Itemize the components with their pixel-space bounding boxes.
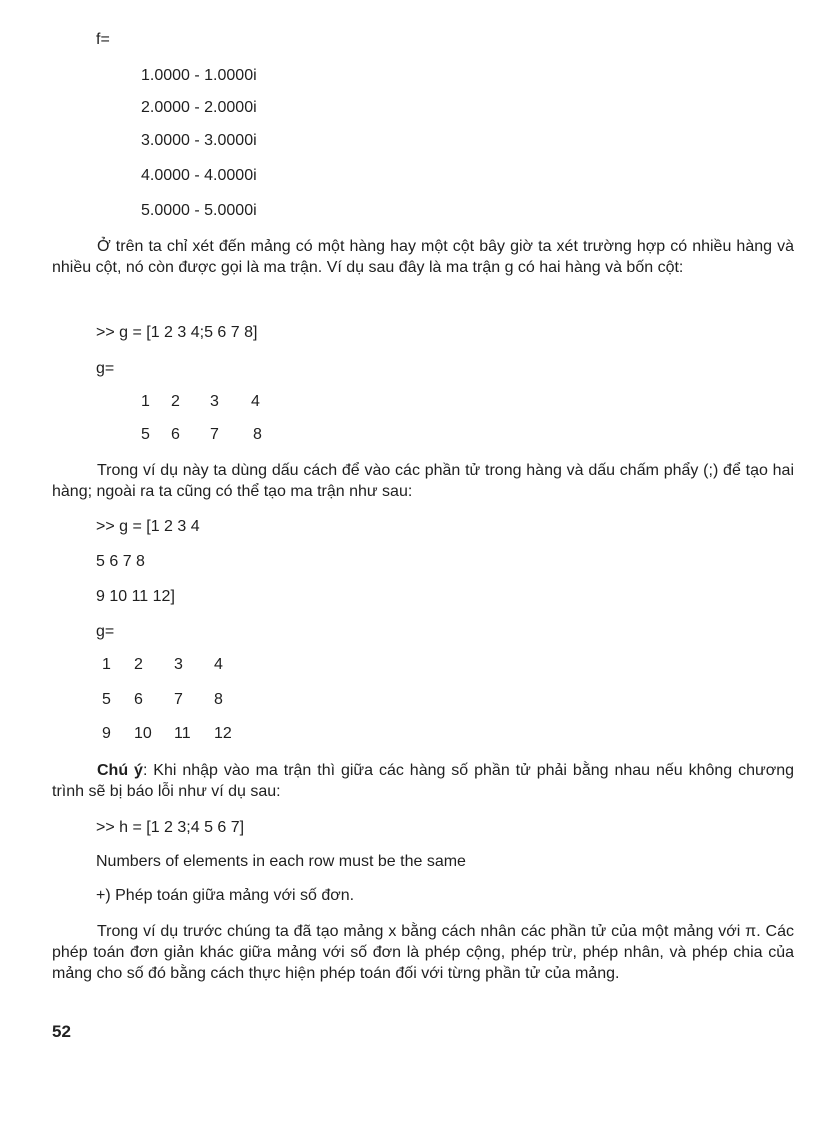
g-matrix-1-row-2	[141, 425, 283, 445]
matrix-cell: 6	[171, 426, 180, 443]
matrix-cell: 12	[214, 725, 232, 742]
g-command-1: >> g = [1 2 3 4;5 6 7 8]	[96, 324, 258, 341]
g-label-1: g=	[96, 360, 115, 377]
matrix-cell: 8	[253, 426, 262, 443]
g-label-2: g=	[96, 623, 115, 640]
paragraph-scalar-ops: Trong ví dụ trước chúng ta đã tạo mảng x bằng cách nhân các phần tử của một mảng với π. Các phép toán đơn giản khác giữa mảng với số đơn là phép cộng, phép trừ, phép nhân, và phép chia của mảng cho số đó bằng cách thực hiện phép toán đối với từng phần tử của mảng.	[52, 923, 794, 982]
note-text: : Khi nhập vào ma trận thì giữa các hàng số phần tử phải bằng nhau nếu không chương trình sẽ bị báo lỗi như ví dụ sau:	[52, 762, 795, 800]
matrix-cell: 4	[251, 393, 260, 410]
g-matrix-2-row-1	[102, 655, 244, 675]
g-command-2-line-2: 5 6 7 8	[96, 553, 145, 570]
paragraph-matrix-intro: Ở trên ta chỉ xét đến mảng có một hàng hay một cột bây giờ ta xét trường hợp có nhiều hàng và nhiều cột, nó còn được gọi là ma trận. Ví dụ sau đây là ma trận g có hai hàng và bốn cột:	[52, 238, 794, 276]
matrix-cell: 9	[102, 725, 111, 742]
g-command-2-line-3: 9 10 11 12]	[96, 588, 175, 605]
paragraph-matrix-explain: Trong ví dụ này ta dùng dấu cách để vào các phần tử trong hàng và dấu chấm phẩy (;) để tạo hai hàng; ngoài ra ta cũng có thể tạo ma trận như sau:	[52, 462, 794, 500]
error-message: Numbers of elements in each row must be the same	[96, 853, 466, 870]
f-label: f=	[96, 31, 110, 48]
g-matrix-2-row-2	[102, 690, 244, 710]
matrix-cell: 11	[174, 725, 191, 742]
matrix-cell: 4	[214, 656, 223, 673]
h-command: >> h = [1 2 3;4 5 6 7]	[96, 819, 245, 836]
matrix-cell: 6	[134, 691, 143, 708]
page-number: 52	[52, 1022, 71, 1041]
section-heading: +) Phép toán giữa mảng với số đơn.	[96, 887, 355, 904]
f-value-2: 2.0000 - 2.0000i	[141, 99, 257, 116]
matrix-cell: 1	[102, 656, 111, 673]
matrix-cell: 3	[174, 656, 183, 673]
note-paragraph	[52, 760, 794, 802]
matrix-cell: 7	[210, 426, 219, 443]
note-label: Chú ý	[97, 762, 143, 779]
matrix-cell: 10	[134, 725, 152, 742]
f-value-3: 3.0000 - 3.0000i	[141, 132, 257, 149]
f-value-5: 5.0000 - 5.0000i	[141, 202, 257, 219]
matrix-cell: 3	[210, 393, 219, 410]
matrix-cell: 2	[134, 656, 143, 673]
f-value-4: 4.0000 - 4.0000i	[141, 167, 257, 184]
g-matrix-1-row-1	[141, 392, 281, 412]
matrix-cell: 5	[102, 691, 111, 708]
matrix-cell: 5	[141, 426, 150, 443]
matrix-cell: 2	[171, 393, 180, 410]
g-matrix-2-row-3	[102, 724, 244, 744]
matrix-cell: 7	[174, 691, 183, 708]
matrix-cell: 1	[141, 393, 150, 410]
matrix-cell: 8	[214, 691, 223, 708]
f-value-1: 1.0000 - 1.0000i	[141, 67, 257, 84]
g-command-2-line-1: >> g = [1 2 3 4	[96, 518, 200, 535]
